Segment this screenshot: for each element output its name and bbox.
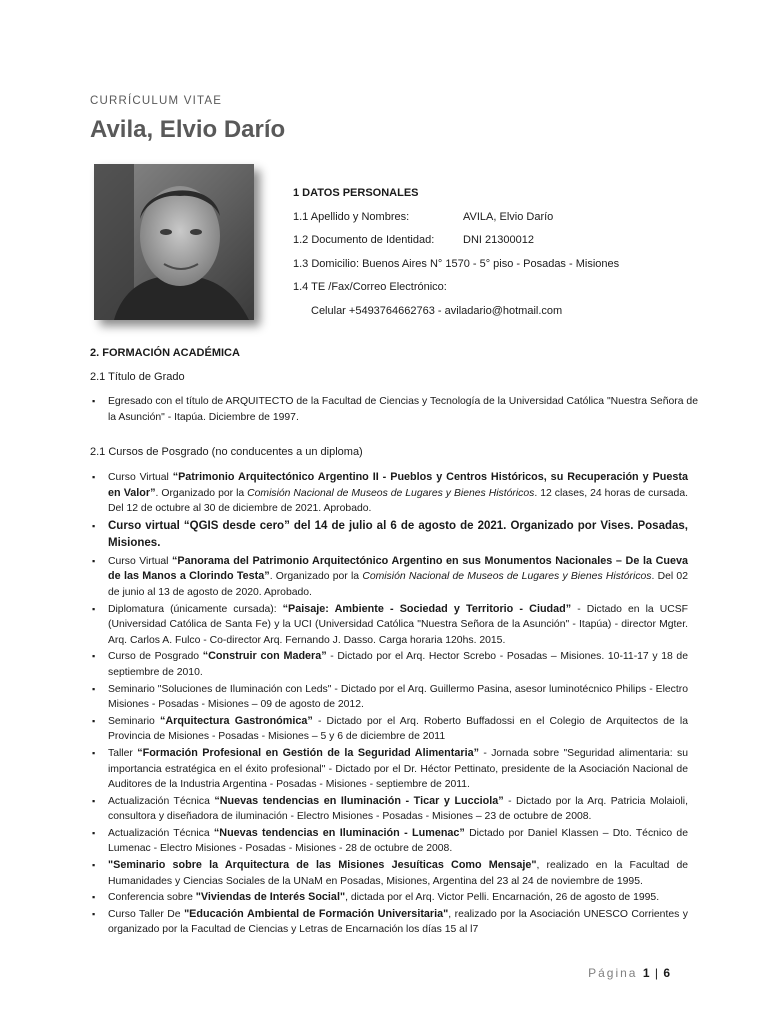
degree-title: 2.1 Título de Grado <box>90 371 185 383</box>
contact-label: 1.4 TE /Fax/Correo Electrónico: <box>293 281 447 293</box>
course-item <box>90 554 688 601</box>
course-mid-text: - Dictado por el Arq. Hector Screbo - Posadas – Misiones. 10-11-17 y 18 de septiembre de 2010. <box>108 651 688 678</box>
course-bold-text: “Formación Profesional en Gestión de la Seguridad Alimentaria” <box>137 746 479 759</box>
course-item <box>90 714 688 745</box>
course-bold-text: “Panorama del Patrimonio Arquitectónico Argentino en sus Monumentos Nacionales – De la Cueva de las Manos a Clorindo Testa” <box>108 554 688 583</box>
course-bold-text: “Paisaje: Ambiente - Sociedad y Territorio - Ciudad” <box>282 602 572 615</box>
postgrad-title: 2.1 Cursos de Posgrado (no conducentes a un diploma) <box>90 446 363 458</box>
document-label: 1.2 Documento de Identidad: <box>293 234 435 246</box>
course-pre-text: Curso Taller De <box>108 908 185 920</box>
course-bold-text: “Patrimonio Arquitectónico Argentino II - Pueblos y Centros Históricos, su Recuperación y Puesta en Valor” <box>108 471 688 499</box>
page-number: 1 <box>642 966 650 980</box>
course-ital-text: Comisión Nacional de Museos de Lugares y Bienes Históricos <box>247 487 535 499</box>
course-mid-text: - Dictado por el Arq. Roberto Buffadossi en el Colegio de Arquitectos de la Provincia de Misiones - Posadas - Misiones – 5 y 6 de diciembre de 2011 <box>108 715 688 743</box>
academic-section <box>90 347 690 359</box>
portrait-image <box>94 164 254 320</box>
course-mid-text: Dictado por Daniel Klassen – Dto. Técnico de Lumenac - Electro Misiones - Posadas - Misiones - 28 de octubre de 2008. <box>108 827 688 855</box>
course-mid-text: , realizado en la Facultad de Humanidades y Ciencias Sociales de la UNaM en Posadas, Misiones, Argentina del 23 al 24 de noviembre de 1995. <box>108 860 689 887</box>
course-bold-text: “Nuevas tendencias en Iluminación - Lumenac” <box>213 826 465 839</box>
courses-list-container <box>90 470 688 939</box>
course-mid-text: , dictada por el Arq. Victor Pelli. Encarnación, 26 de agosto de 1995. <box>345 892 660 904</box>
document-row <box>293 229 619 253</box>
contact-value: Celular +5493764662763 - aviladario@hotmail.com <box>311 304 563 317</box>
course-item <box>90 649 688 680</box>
course-bold-text: Curso virtual “QGIS desde cero” del 14 de julio al 6 de agosto de 2021. Organizado por Vises. Posadas, Misiones. <box>108 519 688 550</box>
course-pre-text: Curso de Posgrado <box>108 651 203 663</box>
course-bold-text: “Nuevas tendencias en Iluminación - Ticar y Lucciola” <box>214 794 504 807</box>
course-item <box>90 746 688 793</box>
course-item <box>90 682 688 713</box>
course-pre-text: Curso Virtual <box>108 472 173 483</box>
course-mid-text: . Organizado por la <box>269 571 363 583</box>
profile-photo <box>94 164 254 320</box>
name-label: 1.1 Apellido y Nombres: <box>293 210 410 223</box>
course-item <box>90 518 688 553</box>
course-mid-text: - Dictado por la Arq. Patricia Molaioli, consultora y diseñadora de iluminación - Electro Misiones - Posadas - Misiones – 23 de octubre de 2008. <box>108 795 688 823</box>
course-bold-text: "Seminario sobre la Arquitectura de las Misiones Jesuíticas Como Mensaje" <box>108 859 537 872</box>
course-ital-text: Comisión Nacional de Museos de Lugares y Bienes Históricos <box>362 571 652 583</box>
course-pre-text: Taller <box>108 747 138 759</box>
course-item <box>90 794 688 825</box>
page-footer <box>588 966 670 980</box>
course-item <box>90 602 688 649</box>
course-item <box>90 858 688 889</box>
course-bold-text: "Educación Ambiental de Formación Universitaria" <box>184 907 449 920</box>
course-pre-text: Seminario <box>108 715 160 727</box>
document-value: DNI 21300012 <box>463 234 534 246</box>
course-item <box>90 890 688 906</box>
course-mid-text: - Jornada sobre "Seguridad alimentaria: su importancia estratégica en el éxito profesional" - Dictado por el Dr. Héctor Pettinato, presidente de la Asociación Nacional de Auditores de la Industria Argentina - Posadas - Misiones - septiembre de 2011. <box>108 747 688 791</box>
document-type-label: CURRÍCULUM VITAE <box>90 95 223 107</box>
course-mid-text: - Dictado en la UCSF (Universidad Católica de Santa Fe) y la UCI (Universidad Católica "Nuestra Señora de la Asunción" - Itapúa) - director Mgter. Arq. Carlos A. Fulco - Co-director Arq. Fernando J. Dasso. Carga horaria 120hs. 2015. <box>108 603 689 646</box>
list-item: ▪ Egresado con el título de ARQUITECTO de la Facultad de Ciencias y Tecnología de la Universidad Católica "Nuestra Señora de la Asunción" - Itapúa. Diciembre de 1997. <box>90 394 698 425</box>
course-pre-text: Actualización Técnica <box>108 827 214 839</box>
course-pre-text: Conferencia sobre <box>108 892 196 904</box>
person-name-heading: Avila, Elvio Darío <box>90 116 286 143</box>
name-value: AVILA, Elvio Darío <box>463 210 554 223</box>
personal-data-section <box>293 182 619 323</box>
course-item <box>90 826 688 857</box>
course-pre-text: Actualización Técnica <box>108 795 215 807</box>
course-bold-text: “Construir con Madera” <box>202 650 327 663</box>
page-total: 6 <box>663 966 670 980</box>
address-row: 1.3 Domicilio: Buenos Aires N° 1570 - 5° piso - Posadas - Misiones <box>293 257 620 270</box>
course-mid-text: . Organizado por la <box>155 487 248 499</box>
course-pre-text: Diplomatura (únicamente cursada): <box>108 603 283 615</box>
course-pre-text: Seminario "Soluciones de Iluminación con Leds" - Dictado por el Arq. Guillermo Pasina, asesor luminotécnico Philips - Electro Misiones - Posadas - Misiones – 09 de agosto de 2012. <box>108 683 688 711</box>
course-item <box>90 907 688 938</box>
course-bold-text: “Arquitectura Gastronómica” <box>159 714 313 727</box>
courses-list <box>90 470 688 938</box>
course-pre-text: Curso Virtual <box>108 555 172 567</box>
course-post-text: . Del 02 de junio al 13 de agosto de 2020. Aprobado. <box>108 571 688 598</box>
course-post-text: . 12 clases, 24 horas de cursada. Del 12 de octubre al 30 de diciembre de 2021. Aprobado. <box>108 487 688 515</box>
course-item <box>90 470 688 517</box>
page-word: Página <box>588 966 638 980</box>
page-separator: | <box>654 966 658 980</box>
course-bold-text: "Viviendas de Interés Social" <box>195 891 346 904</box>
personal-data-title: 1 DATOS PERSONALES <box>293 187 419 199</box>
name-row <box>293 206 619 230</box>
degree-list <box>90 394 698 426</box>
academic-title: 2. FORMACIÓN ACADÉMICA <box>90 347 240 359</box>
course-mid-text: , realizado por la Asociación UNESCO Corrientes y organizado por la Facultad de Ciencias y Letras de Encarnación los días 15 al l7 <box>108 908 688 936</box>
